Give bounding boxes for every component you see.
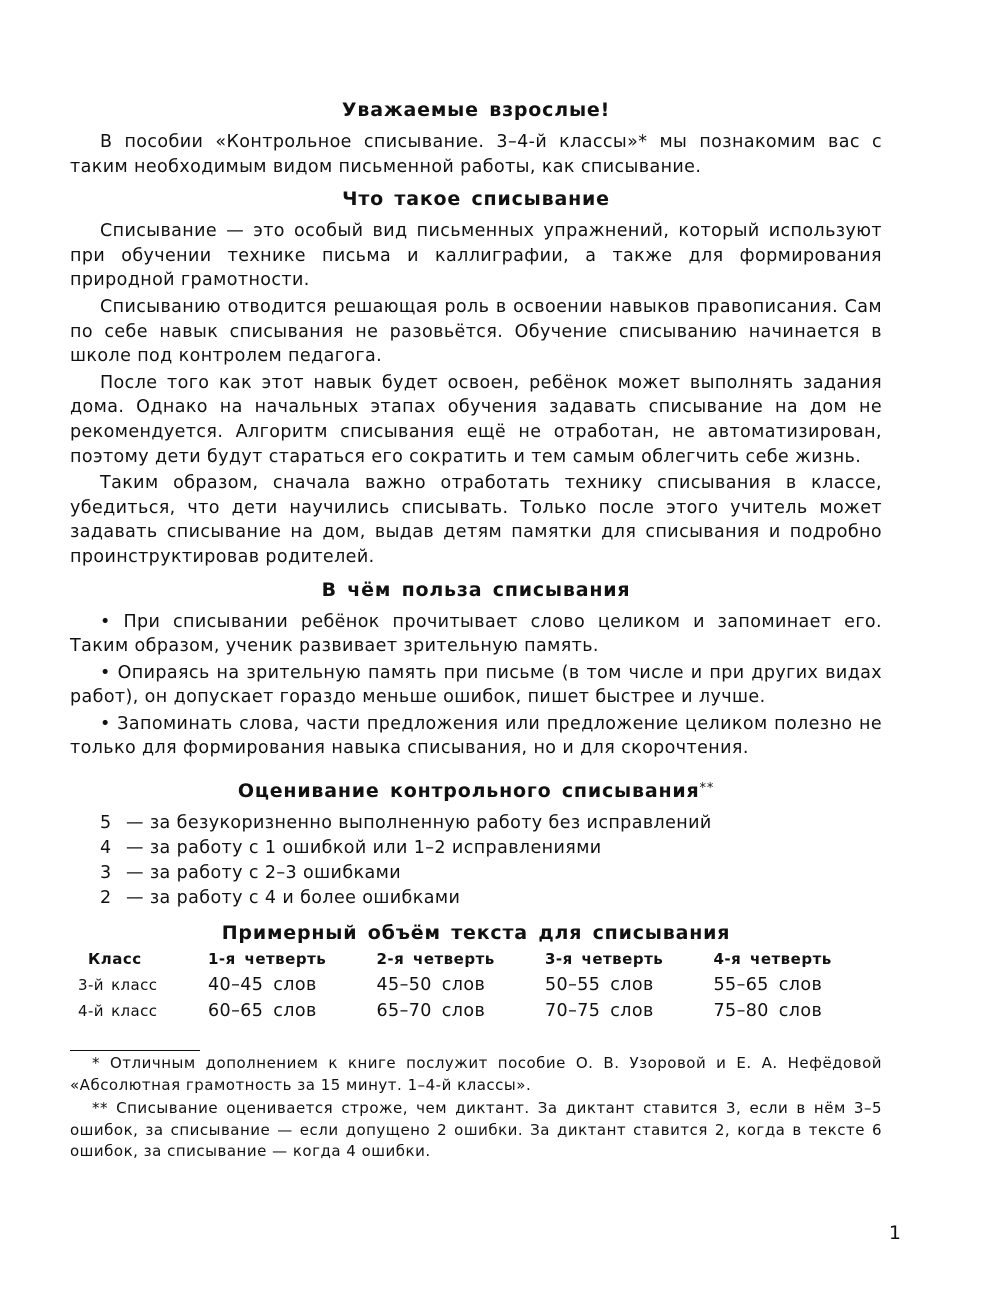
grade-row xyxy=(100,811,882,836)
what-is-paragraph: Списывание — это особый вид письменных упражнений, который используют при обучении технике письма и каллиграфии, а также для формирования природной грамотности. xyxy=(70,221,882,291)
page-number: 1 xyxy=(888,1222,901,1244)
table-header-cell: 2-я четверть xyxy=(376,950,495,969)
table-cell: 75–80 слов xyxy=(713,1001,823,1022)
footnote-divider xyxy=(70,1050,200,1051)
grade-row xyxy=(100,861,882,886)
what-is-heading: Что такое списывание xyxy=(342,188,610,211)
page-content xyxy=(70,98,882,1163)
benefit-heading: В чём польза списывания xyxy=(321,578,631,601)
grade-row xyxy=(100,836,882,861)
table-cell: 40–45 слов xyxy=(208,975,317,996)
grade-text: — за работу с 1 ошибкой или 1–2 исправлениями xyxy=(125,838,602,859)
table-cell: 65–70 слов xyxy=(376,1001,486,1022)
grade-mark: 5 xyxy=(100,813,112,834)
table-row xyxy=(70,998,882,1024)
grading-heading-text: Оценивание контрольного списывания xyxy=(237,780,700,803)
footnote: * Отличным дополнением к книге послужит пособие О. В. Узоровой и Е. А. Нефёдовой «Абсолютная грамотность за 15 минут. 1–4-й классы». xyxy=(70,1054,882,1094)
table-cell: 4-й класс xyxy=(78,1002,158,1021)
grade-row xyxy=(100,886,882,911)
footnote: ** Списывание оценивается строже, чем диктант. За диктант ставится 3, если в нём 3–5 ошибок, за списывание — если допущено 2 ошибки. За диктант ставится 2, когда в тексте 6 ошибок, за списывание — когда 4 ошибки. xyxy=(70,1099,882,1161)
grade-mark: 4 xyxy=(100,838,112,859)
what-is-paragraph: Таким образом, сначала важно отработать технику списывания в классе, убедиться, что дети научились списывать. Только после этого учитель может задавать списывание на дом, выдав детям памятки для списывания и подробно проинструктировав родителей. xyxy=(70,473,882,567)
table-cell: 60–65 слов xyxy=(208,1001,317,1022)
greeting-heading: Уважаемые взрослые! xyxy=(341,99,611,121)
table-header-row xyxy=(70,949,882,972)
grade-list xyxy=(100,811,882,911)
table-header-cell: 3-я четверть xyxy=(545,950,664,969)
what-is-paragraph: После того как этот навык будет освоен, ребёнок может выполнять задания дома. Однако на начальных этапах обучения задавать списывание на дом не рекомендуется. Алгоритм списывания ещё не отработан, не автоматизирован, поэтому дети будут стараться его сократить и тем самым облегчить себе жизнь. xyxy=(70,372,882,467)
volume-heading: Примерный объём текста для списывания xyxy=(221,922,731,945)
grade-text: — за работу с 4 и более ошибками xyxy=(125,888,461,909)
benefit-item: • Опираясь на зрительную память при письме (в том числе и при других видах работ), он допускает гораздо меньше ошибок, пишет быстрее и лучше. xyxy=(70,662,882,708)
grading-heading xyxy=(70,779,882,803)
table-header-cell: 1-я четверть xyxy=(208,950,327,969)
benefit-item: • Запоминать слова, части предложения или предложение целиком полезно не только для формирования навыка списывания, но и для скорочтения. xyxy=(70,713,882,759)
table-cell: 50–55 слов xyxy=(545,975,654,996)
grade-mark: 2 xyxy=(100,888,112,909)
table-cell: 55–65 слов xyxy=(713,975,823,996)
table-header-cell: Класс xyxy=(88,950,142,969)
grade-text: — за работу с 2–3 ошибками xyxy=(125,863,401,884)
footnote-marker: ** xyxy=(699,781,715,797)
table-row xyxy=(70,972,882,998)
volume-table xyxy=(70,949,882,1024)
grade-text: — за безукоризненно выполненную работу без исправлений xyxy=(125,813,712,834)
table-cell: 45–50 слов xyxy=(376,975,486,996)
benefit-item: • При списывании ребёнок прочитывает слово целиком и запоминает его. Таким образом, ученик развивает зрительную память. xyxy=(70,611,882,657)
table-cell: 3-й класс xyxy=(78,976,158,995)
table-header-cell: 4-я четверть xyxy=(713,950,832,969)
grade-mark: 3 xyxy=(100,863,112,884)
what-is-paragraph: Списыванию отводится решающая роль в освоении навыков правописания. Сам по себе навык списывания не разовьётся. Обучение списыванию начинается в школе под контролем педагога. xyxy=(70,296,882,367)
table-cell: 70–75 слов xyxy=(545,1001,654,1022)
intro-paragraph: В пособии «Контрольное списывание. 3–4-й классы»* мы познакомим вас с таким необходимым видом письменной работы, как списывание. xyxy=(70,132,882,177)
